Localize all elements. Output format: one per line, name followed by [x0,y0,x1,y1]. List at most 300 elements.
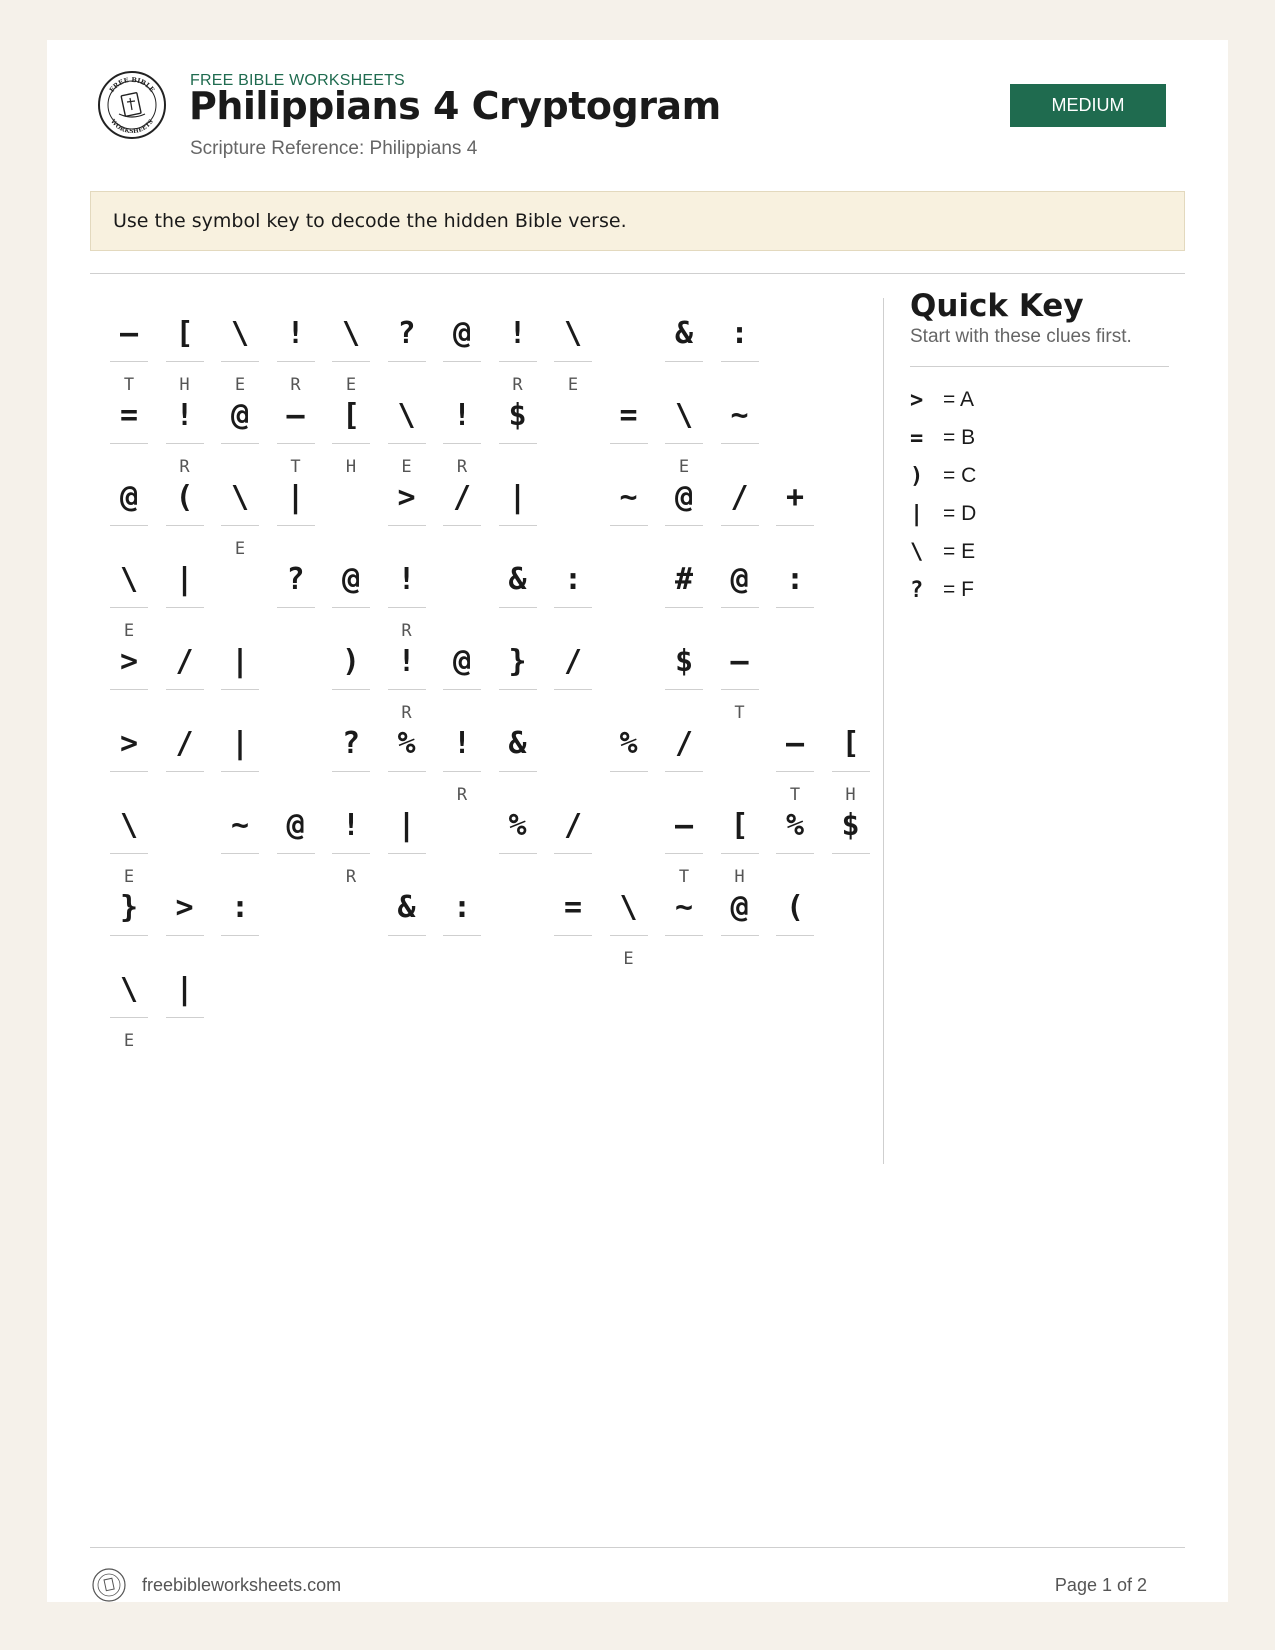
key-entry [910,571,976,609]
answer-line [110,361,148,362]
answer-line [665,853,703,854]
cipher-cell[interactable] [388,387,426,477]
cipher-cell[interactable] [166,305,204,395]
answer-line [221,935,259,936]
answer-line [832,771,870,772]
hint-letter: T [290,457,301,477]
answer-line [166,443,204,444]
cipher-cell[interactable] [443,469,481,549]
hint-letter: R [401,621,412,641]
key-value: = A [943,388,974,411]
cipher-symbol: # [674,561,694,597]
cipher-cell[interactable] [665,879,703,959]
difficulty-badge: MEDIUM [1010,84,1166,127]
cipher-symbol: – [674,807,694,843]
logo-icon [97,70,167,140]
cipher-cell[interactable] [110,961,148,1051]
answer-line [221,443,259,444]
hint-letter: R [290,375,301,395]
answer-line [332,443,370,444]
cipher-symbol: > [119,725,139,761]
svg-text:WORKSHEETS: WORKSHEETS [109,118,155,136]
cipher-symbol: @ [730,561,749,597]
divider [90,1547,1185,1548]
cipher-cell[interactable] [166,961,204,1041]
hint-letter: H [734,867,745,887]
cipher-cell[interactable] [277,305,315,395]
cipher-cell[interactable] [110,715,148,795]
cipher-cell[interactable] [166,387,204,477]
cipher-symbol: \ [119,807,139,843]
answer-line [388,935,426,936]
cipher-symbol: = [119,397,139,433]
cipher-symbol: \ [674,397,694,433]
answer-line [610,525,648,526]
answer-line [166,607,204,608]
cipher-symbol: @ [286,807,305,843]
answer-line [499,443,537,444]
cipher-cell[interactable] [721,879,759,959]
cipher-symbol: / [452,479,472,515]
answer-line [277,361,315,362]
cipher-symbol: | [175,971,194,1007]
cipher-cell[interactable] [721,633,759,723]
hint-letter: T [789,785,801,805]
key-value: = E [943,540,976,563]
cipher-cell[interactable] [721,305,759,385]
cipher-cell[interactable] [554,551,592,631]
page-title: Philippians 4 Cryptogram [189,84,721,128]
cipher-symbol: ~ [674,889,694,925]
answer-line [554,935,592,936]
answer-line [554,853,592,854]
answer-line [110,443,148,444]
cipher-cell[interactable] [443,715,481,805]
answer-line [443,935,481,936]
cipher-cell[interactable] [110,305,148,395]
cipher-symbol: | [175,561,194,597]
cipher-symbol: } [119,889,139,925]
instructions-box [90,191,1185,251]
cipher-cell[interactable] [221,633,259,713]
answer-line [110,771,148,772]
cipher-symbol: | [230,643,250,679]
cipher-symbol: & [397,889,416,925]
cipher-symbol: & [674,315,694,351]
cipher-symbol: @ [452,643,472,679]
hint-letter: R [512,375,523,395]
cipher-cell[interactable] [277,469,315,549]
answer-line [776,853,814,854]
cipher-cell[interactable] [665,305,703,385]
cipher-symbol: ? [341,725,361,761]
key-entry [910,533,976,571]
key-symbol: > [910,387,924,413]
cipher-symbol: ? [286,561,305,597]
answer-line [499,607,537,608]
cipher-cell[interactable] [388,305,426,385]
cipher-symbol: ! [341,807,361,843]
cipher-cell[interactable] [776,469,814,549]
hint-letter: E [401,457,412,477]
cipher-cell[interactable] [776,797,814,877]
cipher-symbol: ~ [619,479,638,515]
key-entry [910,419,976,457]
cipher-symbol: \ [230,479,250,515]
key-symbol: = [910,425,924,451]
cipher-cell[interactable] [665,797,703,887]
answer-line [554,361,592,362]
cipher-symbol: % [397,725,416,761]
cipher-symbol: ! [452,725,472,761]
column-divider [883,298,884,1164]
cipher-cell[interactable] [610,715,648,795]
hint-letter: R [179,457,190,477]
hint-letter: E [123,621,135,641]
cipher-symbol: / [674,725,694,761]
key-symbol: ) [910,463,924,489]
cipher-cell[interactable] [166,469,204,549]
cipher-symbol: \ [230,315,250,351]
cipher-symbol: | [230,725,250,761]
hint-letter: E [623,949,634,969]
hint-letter: R [456,457,468,477]
svg-text:FREE BIBLE: FREE BIBLE [107,75,157,94]
cipher-cell[interactable] [499,715,537,795]
cipher-cell[interactable] [277,797,315,877]
cipher-cell[interactable] [554,879,592,959]
cipher-cell[interactable] [554,305,592,395]
page-number: Page 1 of 2 [1054,1575,1147,1595]
cipher-symbol: = [619,397,638,433]
cipher-cell[interactable] [110,551,148,641]
cipher-cell[interactable] [221,305,259,395]
cipher-symbol: ! [397,561,416,597]
cipher-cell[interactable] [443,879,481,959]
cipher-symbol: \ [119,561,139,597]
key-symbol: | [910,501,924,527]
cipher-cell[interactable] [443,387,481,477]
cipher-symbol: ) [341,643,361,679]
cipher-cell[interactable] [388,715,426,795]
answer-line [388,689,426,690]
cipher-symbol: + [785,479,805,515]
answer-line [499,689,537,690]
cipher-symbol: [ [341,397,361,433]
instructions-text: Use the symbol key to decode the hidden Bible verse. [113,210,627,232]
cipher-cell[interactable] [499,797,537,877]
cipher-symbol: : [452,889,472,925]
cipher-cell[interactable] [832,797,870,877]
cipher-symbol: % [619,725,638,761]
cipher-symbol: > [119,643,139,679]
cipher-cell[interactable] [721,551,759,631]
answer-line [443,771,481,772]
answer-line [776,525,814,526]
cipher-cell[interactable] [166,879,204,959]
cipher-symbol: ~ [230,807,250,843]
key-value: = B [943,426,976,449]
cipher-symbol: \ [619,889,638,925]
cipher-cell[interactable] [221,879,259,959]
answer-line [554,607,592,608]
answer-line [110,525,148,526]
hint-letter: T [678,867,690,887]
hint-letter: E [234,539,246,559]
cipher-cell[interactable] [388,633,426,723]
answer-line [499,525,537,526]
answer-line [110,853,148,854]
answer-line [277,443,315,444]
cipher-symbol: $ [841,807,860,843]
answer-line [443,361,481,362]
cipher-symbol: / [563,807,583,843]
cipher-cell[interactable] [665,469,703,549]
cipher-cell[interactable] [721,469,759,549]
cipher-cell[interactable] [221,715,259,795]
cipher-symbol: > [175,889,194,925]
answer-line [721,443,759,444]
key-entry [910,457,976,495]
hint-letter: E [678,457,690,477]
cipher-cell[interactable] [110,469,148,549]
answer-line [110,607,148,608]
key-symbol: ? [910,577,924,603]
cipher-symbol: : [230,889,250,925]
cipher-symbol: ( [175,479,194,515]
hint-letter: E [234,375,246,395]
cipher-cell[interactable] [610,469,648,549]
hint-letter: R [456,785,468,805]
cipher-cell[interactable] [388,879,426,959]
cipher-cell[interactable] [110,387,148,467]
answer-line [832,853,870,854]
cipher-cell[interactable] [332,305,370,395]
cipher-symbol: @ [341,561,361,597]
answer-line [332,771,370,772]
cipher-symbol: \ [119,971,139,1007]
answer-line [776,935,814,936]
answer-line [721,607,759,608]
answer-line [721,689,759,690]
cipher-cell[interactable] [721,797,759,887]
answer-line [166,689,204,690]
answer-line [221,771,259,772]
cipher-symbol: ! [452,397,472,433]
key-entry [910,381,976,419]
answer-line [221,689,259,690]
cipher-symbol: | [397,807,416,843]
cipher-cell[interactable] [332,387,370,477]
hint-letter: R [345,867,357,887]
hint-letter: H [179,375,190,395]
cipher-cell[interactable] [776,551,814,631]
cipher-cell[interactable] [221,469,259,559]
cipher-cell[interactable] [499,387,537,467]
key-value: = F [943,578,974,601]
cipher-symbol: % [785,807,805,843]
cipher-symbol: / [730,479,749,515]
cipher-symbol: : [785,561,805,597]
key-entry [910,495,976,533]
cipher-symbol: – [119,315,139,351]
answer-line [610,935,648,936]
hint-letter: H [345,457,357,477]
answer-line [665,607,703,608]
cipher-symbol: ( [785,889,805,925]
cipher-cell[interactable] [665,551,703,631]
cipher-cell[interactable] [610,387,648,467]
cipher-symbol: @ [230,397,250,433]
answer-line [665,443,703,444]
cipher-symbol: \ [397,397,416,433]
cipher-cell[interactable] [388,551,426,641]
cipher-cell[interactable] [388,797,426,877]
cipher-cell[interactable] [332,633,370,713]
cipher-symbol: – [785,725,805,761]
answer-line [166,525,204,526]
cipher-cell[interactable] [166,715,204,795]
cipher-cell[interactable] [221,387,259,467]
answer-line [221,361,259,362]
answer-line [388,771,426,772]
answer-line [332,853,370,854]
cipher-cell[interactable] [277,387,315,477]
cipher-cell[interactable] [443,633,481,713]
cipher-symbol: % [508,807,527,843]
answer-line [277,525,315,526]
cipher-symbol: ! [508,315,527,351]
cipher-cell[interactable] [832,715,870,805]
answer-line [110,935,148,936]
cipher-symbol: [ [730,807,749,843]
answer-line [665,935,703,936]
cipher-cell[interactable] [776,715,814,805]
key-title: Quick Key [910,288,1084,324]
answer-line [443,689,481,690]
cipher-symbol: & [508,561,527,597]
cipher-symbol: ! [175,397,194,433]
cipher-cell[interactable] [665,633,703,713]
hint-letter: E [345,375,357,395]
cipher-symbol: ! [397,643,416,679]
cipher-cell[interactable] [499,551,537,631]
divider [90,273,1185,274]
cipher-cell[interactable] [110,633,148,713]
cipher-cell[interactable] [166,633,204,713]
cipher-cell[interactable] [110,797,148,887]
cipher-cell[interactable] [388,469,426,549]
answer-line [499,771,537,772]
cipher-cell[interactable] [665,387,703,477]
key-value: = C [943,464,977,487]
cipher-symbol: ! [286,315,305,351]
answer-line [499,361,537,362]
answer-line [332,689,370,690]
answer-line [665,361,703,362]
cipher-symbol: = [563,889,583,925]
answer-line [332,361,370,362]
answer-line [721,361,759,362]
cipher-cell[interactable] [443,305,481,385]
answer-line [665,525,703,526]
hint-letter: E [123,1031,135,1051]
cipher-cell[interactable] [499,469,537,549]
cipher-symbol: [ [175,315,194,351]
hint-letter: T [123,375,135,395]
footer-site-link[interactable]: freebibleworksheets.com [142,1575,342,1595]
cipher-cell[interactable] [554,633,592,713]
cipher-cell[interactable] [776,879,814,959]
cipher-symbol: > [397,479,416,515]
answer-line [388,853,426,854]
cipher-symbol: \ [341,315,361,351]
cipher-symbol: @ [674,479,694,515]
key-list [910,381,976,609]
answer-line [776,607,814,608]
cipher-symbol: } [508,643,527,679]
cipher-symbol: / [563,643,583,679]
answer-line [665,771,703,772]
cipher-cell[interactable] [166,551,204,631]
answer-line [166,935,204,936]
cipher-cell[interactable] [221,797,259,877]
cipher-cell[interactable] [721,387,759,467]
answer-line [721,525,759,526]
footer-logo-icon [92,1568,126,1602]
hint-letter: R [401,703,412,723]
answer-line [277,853,315,854]
cipher-cell[interactable] [332,797,370,887]
scripture-reference: Scripture Reference: Philippians 4 [190,138,478,159]
cipher-cell[interactable] [499,633,537,713]
cipher-symbol: / [175,725,194,761]
answer-line [554,689,592,690]
cipher-symbol: \ [563,315,583,351]
cipher-cell[interactable] [554,797,592,877]
answer-line [221,525,259,526]
answer-line [443,525,481,526]
answer-line [166,771,204,772]
hint-letter: T [734,703,745,723]
cipher-symbol: $ [674,643,694,679]
cipher-cell[interactable] [277,551,315,631]
answer-line [277,607,315,608]
answer-line [721,853,759,854]
answer-line [388,607,426,608]
cipher-cell[interactable] [610,879,648,969]
answer-line [388,361,426,362]
cipher-cell[interactable] [665,715,703,795]
cipher-cell[interactable] [332,551,370,631]
cipher-symbol: | [286,479,305,515]
answer-line [388,525,426,526]
cipher-symbol: ? [397,315,416,351]
cipher-symbol: – [286,397,305,433]
cipher-cell[interactable] [110,879,148,959]
key-value: = D [943,502,977,525]
cipher-symbol: – [730,643,749,679]
answer-line [388,443,426,444]
cipher-cell[interactable] [499,305,537,395]
cipher-symbol: / [175,643,194,679]
cipher-symbol: @ [730,889,749,925]
cipher-cell[interactable] [332,715,370,795]
answer-line [443,443,481,444]
hint-letter: H [845,785,856,805]
answer-line [721,935,759,936]
worksheet-page [47,40,1228,1602]
